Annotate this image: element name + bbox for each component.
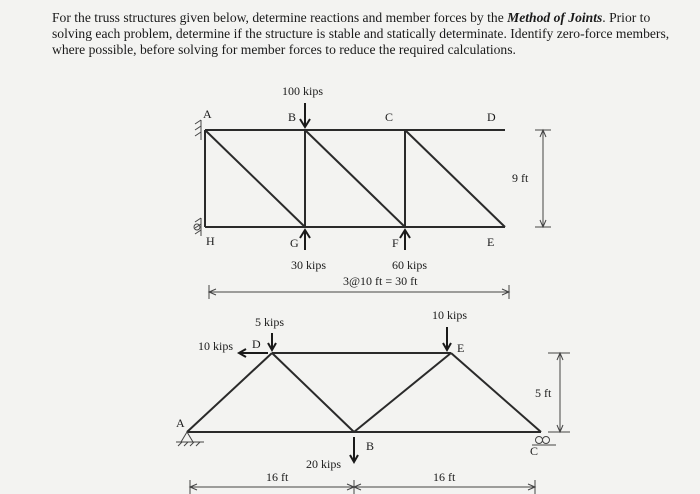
- support-h: [194, 218, 201, 236]
- node-e-label: E: [487, 235, 495, 249]
- load-f-label: 60 kips: [392, 258, 428, 272]
- node-a-label-2: A: [176, 416, 185, 430]
- member-ad: [187, 353, 272, 432]
- load-b-label-2: 20 kips: [306, 457, 342, 471]
- node-g-label: G: [290, 236, 299, 250]
- node-h-label: H: [206, 234, 215, 248]
- member-ag: [205, 130, 305, 227]
- load-d-vertical-label: 5 kips: [255, 315, 285, 329]
- support-a: [195, 120, 201, 140]
- method-name: Method of Joints: [507, 10, 603, 25]
- member-be: [354, 353, 451, 432]
- member-ce: [405, 130, 505, 227]
- member-bf: [305, 130, 405, 227]
- load-d-horizontal-label: 10 kips: [198, 339, 234, 353]
- node-c-label-2: C: [530, 444, 539, 458]
- node-d-label-2: D: [252, 337, 261, 351]
- node-a-label: A: [203, 107, 212, 121]
- height-label-2: 5 ft: [535, 386, 552, 400]
- node-b-label-2: B: [366, 439, 375, 453]
- problem-text-1: For the truss structures given below, determine reactions and member forces by the: [52, 10, 508, 25]
- node-f-label: F: [392, 236, 399, 250]
- load-b-label: 100 kips: [282, 84, 324, 98]
- node-c-label: C: [385, 110, 394, 124]
- truss-1: [194, 84, 551, 299]
- node-b-label: B: [288, 110, 297, 124]
- problem-text-2: . Prior to solving each problem, determine if the structure is stable and statically determinate. Identify zero-force members, where possible, before solving for member forces to reduce the required calculations.: [52, 10, 670, 57]
- support-a-pin: [176, 432, 204, 446]
- node-e-label-2: E: [457, 341, 465, 355]
- span-left-label: 16 ft: [266, 470, 289, 484]
- node-d-label: D: [487, 110, 496, 124]
- load-g-label: 30 kips: [291, 258, 327, 272]
- load-e-label: 10 kips: [432, 308, 468, 322]
- height-dimension: [535, 130, 551, 227]
- span-label: 3@10 ft = 30 ft: [343, 274, 418, 288]
- span-right-label: 16 ft: [433, 470, 456, 484]
- height-label: 9 ft: [512, 171, 529, 185]
- span-dimension-2: [190, 480, 535, 494]
- truss-2: [176, 308, 570, 494]
- member-ec: [451, 353, 541, 432]
- member-db: [272, 353, 354, 432]
